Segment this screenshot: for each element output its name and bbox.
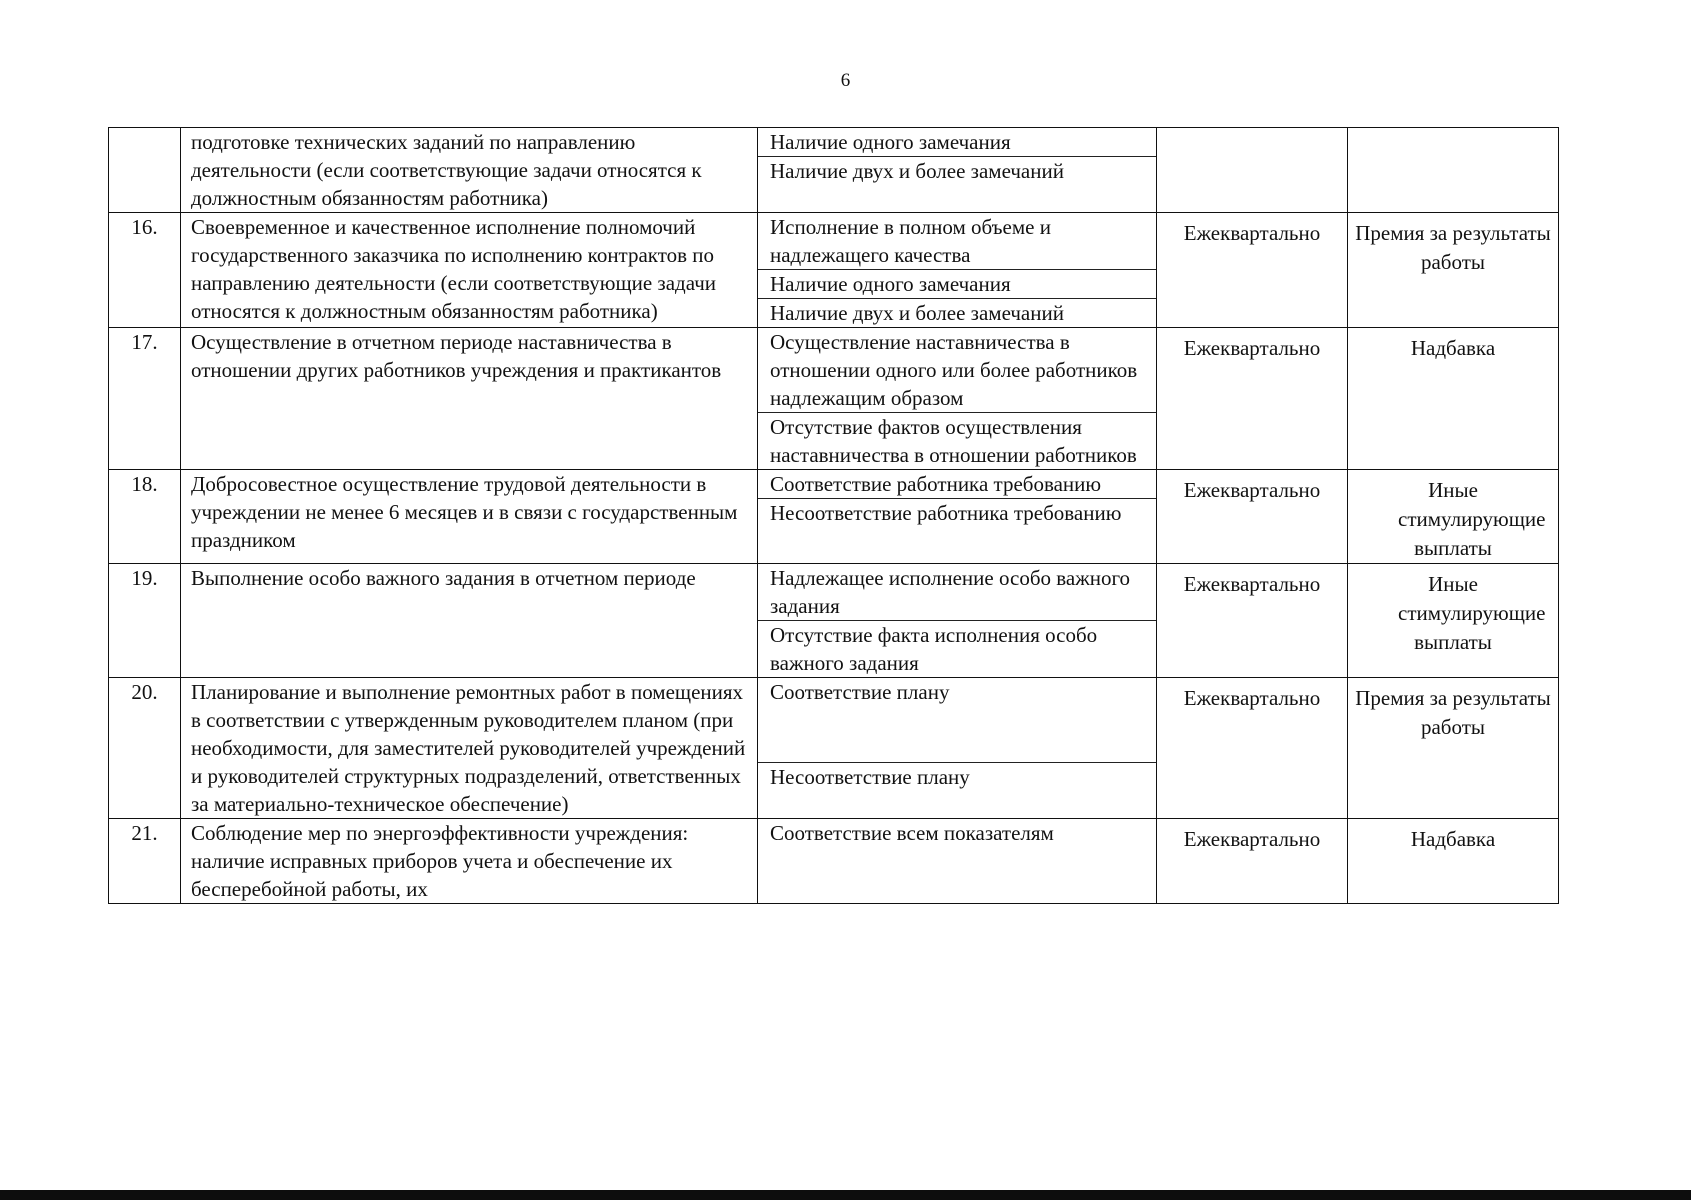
period-cell: [1157, 213, 1348, 328]
row-number: [109, 128, 181, 213]
row-number: 20.: [109, 678, 181, 819]
indicator-item: Соответствие всем показателям: [770, 821, 1054, 845]
indicator-cell: [758, 819, 1157, 904]
indicator-item: Соответствие плану: [758, 678, 1156, 763]
payment-cell: [1348, 678, 1559, 819]
criterion-text: подготовке технических заданий по направлению деятельности (если соответствующие задачи относятся к должностным обязанностям работника): [191, 130, 702, 210]
table-row: [109, 470, 1559, 564]
criterion-cell: [181, 678, 758, 819]
row-number: 18.: [109, 470, 181, 564]
indicator-cell: [758, 328, 1157, 470]
period-text: Ежеквартально: [1183, 221, 1321, 245]
criterion-cell: [181, 564, 758, 678]
criterion-cell: [181, 128, 758, 213]
period-text: Ежеквартально: [1183, 686, 1321, 710]
period-cell: [1157, 564, 1348, 678]
indicator-item: Исполнение в полном объеме и надлежащего качества: [758, 213, 1156, 270]
indicator-cell: [758, 128, 1157, 213]
payment-text: Надбавка: [1410, 827, 1496, 851]
indicator-item: Надлежащее исполнение особо важного задания: [758, 564, 1156, 621]
page-number: 6: [840, 70, 851, 91]
period-cell: [1157, 470, 1348, 564]
indicator-item: Отсутствие факта исполнения особо важного задания: [770, 623, 1098, 675]
payment-cell: [1348, 213, 1559, 328]
criterion-cell: [181, 213, 758, 328]
criterion-text: Планирование и выполнение ремонтных работ в помещениях в соответствии с утвержденным руководителем планом (при необходимости, для заместителей руководителей учреждений и руководителей структурных подразделений, ответственных за материально-техническое обеспечение): [191, 680, 746, 816]
criterion-cell: [181, 328, 758, 470]
table-row: [109, 213, 1559, 328]
payment-text: Премия за результаты работы: [1355, 686, 1551, 739]
payment-text: Надбавка: [1410, 336, 1496, 360]
indicator-item: Наличие одного замечания: [758, 128, 1156, 157]
payment-text: Премия за результаты работы: [1355, 221, 1551, 274]
criterion-text: Выполнение особо важного задания в отчетном периоде: [191, 566, 696, 590]
scan-bottom-edge: [0, 1190, 1691, 1200]
row-number: 19.: [109, 564, 181, 678]
indicator-cell: [758, 470, 1157, 564]
table-row: [109, 564, 1559, 678]
period-cell: [1157, 128, 1348, 213]
row-number: 21.: [109, 819, 181, 904]
indicator-cell: [758, 564, 1157, 678]
period-cell: [1157, 328, 1348, 470]
payment-cell: [1348, 564, 1559, 678]
indicator-cell: [758, 678, 1157, 819]
period-text: Ежеквартально: [1183, 827, 1321, 851]
criterion-text: Соблюдение мер по энергоэффективности учреждения: наличие исправных приборов учета и обеспечение их бесперебойной работы, их: [191, 821, 689, 901]
indicator-item: Соответствие работника требованию: [758, 470, 1156, 499]
indicator-item: Несоответствие плану: [770, 765, 970, 789]
period-text: Ежеквартально: [1183, 478, 1321, 502]
table-row: [109, 128, 1559, 213]
criteria-table: [108, 127, 1559, 904]
indicator-item: Наличие двух и более замечаний: [770, 301, 1064, 325]
criterion-cell: [181, 470, 758, 564]
payment-text: Иные стимулирующие выплаты: [1398, 572, 1546, 654]
indicator-item: Наличие двух и более замечаний: [770, 159, 1064, 183]
indicator-item: Осуществление наставничества в отношении одного или более работников надлежащим образом: [758, 328, 1156, 413]
payment-cell: [1348, 470, 1559, 564]
table-row: [109, 678, 1559, 819]
row-number: 17.: [109, 328, 181, 470]
payment-cell: [1348, 819, 1559, 904]
payment-text: [1348, 128, 1558, 134]
table-row: [109, 328, 1559, 470]
payment-cell: [1348, 328, 1559, 470]
criterion-cell: [181, 819, 758, 904]
table-row: [109, 819, 1559, 904]
period-cell: [1157, 819, 1348, 904]
period-text: [1157, 128, 1347, 134]
indicator-item: Отсутствие фактов осуществления наставничества в отношении работников: [770, 415, 1137, 467]
indicator-item: Несоответствие работника требованию: [770, 501, 1122, 525]
criterion-text: Добросовестное осуществление трудовой деятельности в учреждении не менее 6 месяцев и в связи с государственным праздником: [191, 472, 738, 552]
indicator-item: Наличие одного замечания: [758, 270, 1156, 299]
criterion-text: Своевременное и качественное исполнение полномочий государственного заказчика по исполнению контрактов по направлению деятельности (если соответствующие задачи относятся к должностным обязанностям работника): [191, 215, 716, 323]
period-text: Ежеквартально: [1183, 336, 1321, 360]
indicator-cell: [758, 213, 1157, 328]
period-cell: [1157, 678, 1348, 819]
period-text: Ежеквартально: [1183, 572, 1321, 596]
row-number: 16.: [109, 213, 181, 328]
criterion-text: Осуществление в отчетном периоде наставничества в отношении других работников учреждения и практикантов: [191, 330, 722, 382]
payment-text: Иные стимулирующие выплаты: [1398, 478, 1546, 560]
payment-cell: [1348, 128, 1559, 213]
